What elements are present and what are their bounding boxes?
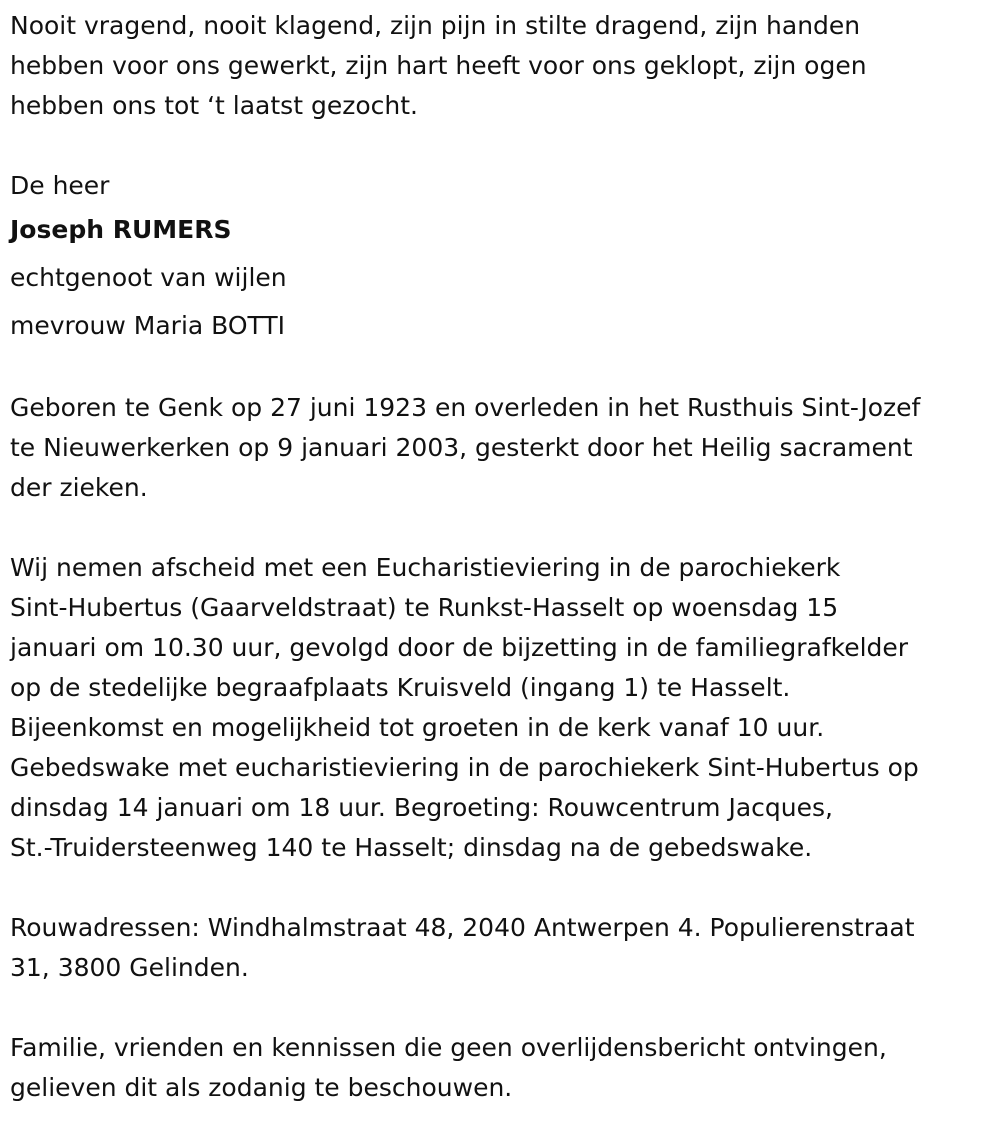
- intro-paragraph: [10, 6, 990, 126]
- address-line: Rouwadressen: Windhalmstraat 48, 2040 Antwerpen 4. Populierenstraat: [10, 913, 915, 942]
- ceremony-line: januari om 10.30 uur, gevolgd door de bijzetting in de familiegrafkelder: [10, 633, 909, 662]
- paragraph-gap: [10, 988, 990, 1028]
- ceremony-line: Sint-Hubertus (Gaarveldstraat) te Runkst-Hasselt op woensdag 15: [10, 593, 839, 622]
- ceremony-paragraph: [10, 548, 990, 868]
- ceremony-line: dinsdag 14 januari om 18 uur. Begroeting: Rouwcentrum Jacques,: [10, 793, 833, 822]
- birth-death-line: te Nieuwerkerken op 9 januari 2003, gesterkt door het Heilig sacrament: [10, 433, 913, 462]
- intro-line: hebben ons tot ‘t laatst gezocht.: [10, 91, 418, 120]
- salutation: De heer: [10, 171, 110, 200]
- intro-line: Nooit vragend, nooit klagend, zijn pijn in stilte dragend, zijn handen: [10, 11, 861, 40]
- deceased-name: Joseph RUMERS: [10, 215, 232, 244]
- paragraph-gap: [10, 350, 990, 388]
- address-line: 31, 3800 Gelinden.: [10, 953, 249, 982]
- closing-line: gelieven dit als zodanig te beschouwen.: [10, 1073, 513, 1102]
- birth-death-line: Geboren te Genk op 27 juni 1923 en overleden in het Rusthuis Sint-Jozef: [10, 393, 921, 422]
- ceremony-line: Bijeenkomst en mogelijkheid tot groeten in de kerk vanaf 10 uur.: [10, 713, 825, 742]
- relation-text: echtgenoot van wijlen: [10, 263, 287, 292]
- person-block: [10, 166, 990, 350]
- spouse-name: mevrouw Maria BOTTI: [10, 311, 286, 340]
- paragraph-gap: [10, 126, 990, 166]
- ceremony-line: op de stedelijke begraafplaats Kruisveld (ingang 1) te Hasselt.: [10, 673, 791, 702]
- paragraph-gap: [10, 868, 990, 908]
- addresses-paragraph: [10, 908, 990, 988]
- ceremony-line: St.-Truidersteenweg 140 te Hasselt; dinsdag na de gebedswake.: [10, 833, 813, 862]
- closing-line: Familie, vrienden en kennissen die geen overlijdensbericht ontvingen,: [10, 1033, 887, 1062]
- intro-line: hebben voor ons gewerkt, zijn hart heeft voor ons geklopt, zijn ogen: [10, 51, 867, 80]
- ceremony-line: Wij nemen afscheid met een Eucharistieviering in de parochiekerk: [10, 553, 841, 582]
- closing-paragraph: [10, 1028, 990, 1108]
- birth-death-line: der zieken.: [10, 473, 148, 502]
- birth-death-paragraph: [10, 388, 990, 508]
- paragraph-gap: [10, 508, 990, 548]
- ceremony-line: Gebedswake met eucharistieviering in de parochiekerk Sint-Hubertus op: [10, 753, 919, 782]
